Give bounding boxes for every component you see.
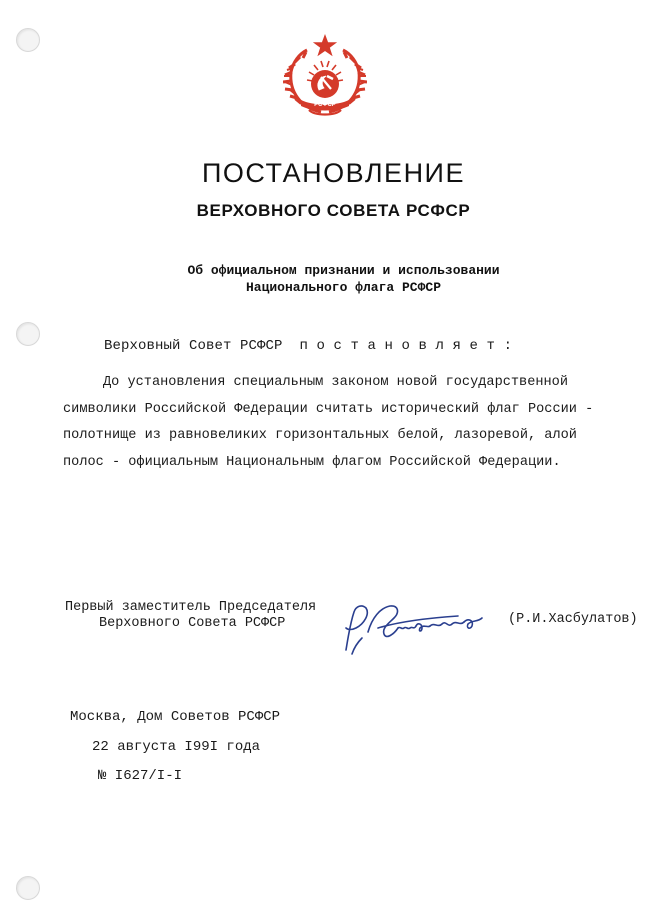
punch-hole [16,322,40,346]
body-line: полос - официальным Национальным флагом Российской Федерации. [63,454,561,470]
document-title: ПОСТАНОВЛЕНИЕ [202,158,465,188]
signatory-title-line: Верховного Совета РСФСР [99,616,286,631]
signatory-title [65,600,316,632]
decree-body [63,370,623,476]
handwritten-signature-icon [338,598,498,658]
body-line: символики Российской Федерации считать исторический флаг России - [63,401,594,417]
subject-line: Национального флага РСФСР [245,280,442,295]
document-place: Москва, Дом Советов РСФСР [70,709,281,725]
document-date: 22 августа I99I года [92,739,261,755]
punch-hole [16,876,40,900]
body-line: До установления специальным законом новой государственной [103,375,568,390]
emblem-inscription: РСФСР [314,102,336,108]
punch-hole [16,28,40,52]
signatory-name: (Р.И.Хасбулатов) [508,612,638,627]
body-line: полотнище из равновеликих горизонтальных белой, лазоревой, алой [63,428,577,443]
signatory-title-line: Первый заместитель Председателя [65,600,317,615]
subject-line: Об официальном признании и использовании [187,263,500,278]
decree-intro: Верховный Совет РСФСР п о с т а н о в л я е т : [104,338,513,354]
document-subject [18,262,651,296]
document-number: № I627/I-I [98,768,183,784]
rsfsr-coat-of-arms-icon [283,34,367,120]
document-subtitle: ВЕРХОВНОГО СОВЕТА РСФСР [196,201,471,220]
